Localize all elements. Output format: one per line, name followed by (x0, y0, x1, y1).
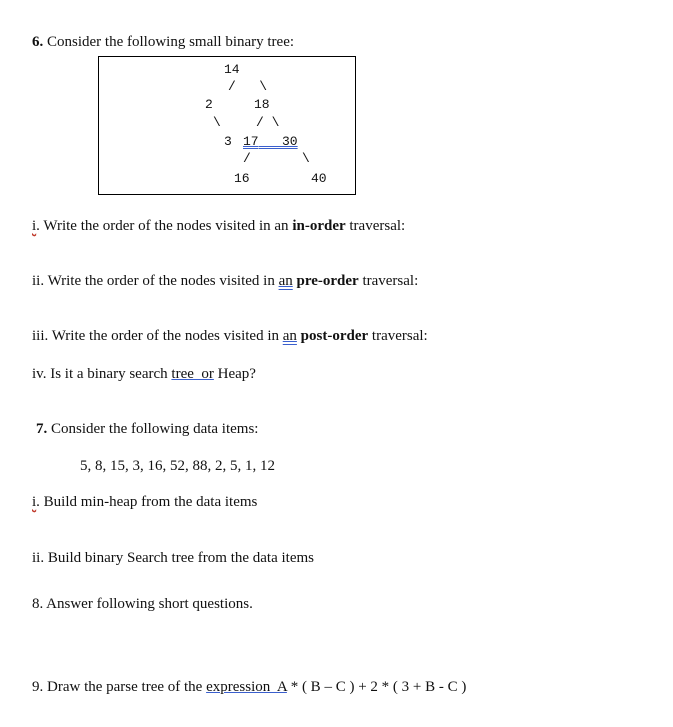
q6-iii-text-a: iii. Write the order of the nodes visited in (32, 328, 283, 344)
tree-edges-18: / \ (256, 115, 280, 130)
q9-line (32, 678, 466, 696)
q8-text: 8. Answer following short questions. (32, 596, 253, 612)
tree-node-16: 16 (234, 171, 250, 186)
q6-iii-an: an (282, 328, 297, 344)
q6-iii-text-b: traversal: (368, 328, 428, 344)
tree-edge-17-16: / (243, 151, 251, 166)
q9-text-a: 9. Draw the parse tree of the (32, 679, 207, 695)
q7-i-marker: i (32, 494, 37, 510)
q6-i-text-b: traversal: (345, 218, 406, 234)
q6-heading (32, 33, 294, 51)
q6-iv-tree: tree or (171, 366, 214, 382)
tree-node-18: 18 (254, 97, 270, 112)
q6-iii-bold: post-order (300, 328, 369, 344)
tree-node-40: 40 (311, 171, 327, 186)
q6-ii-bold: pre-order (296, 273, 359, 289)
q6-part-iii (32, 327, 428, 345)
q7-i-text: . Build min-heap from the data items (36, 494, 258, 510)
q7-heading (36, 420, 258, 438)
binary-tree-figure (98, 56, 356, 195)
q6-text: Consider the following small binary tree: (47, 34, 295, 50)
q6-part-iv (32, 365, 256, 383)
q7-text: Consider the following data items: (51, 421, 259, 437)
q6-part-ii (32, 272, 418, 290)
q7-data-items: 5, 8, 15, 3, 16, 52, 88, 2, 5, 1, 12 (80, 458, 275, 474)
q6-part-i (32, 217, 405, 235)
q6-ii-an: an (278, 273, 293, 289)
q6-ii-text-a: ii. Write the order of the nodes visited in (32, 273, 279, 289)
tree-node-14: 14 (224, 62, 240, 77)
q6-iv-text-b: Heap? (213, 366, 256, 382)
q6-ii-text-b: traversal: (358, 273, 419, 289)
q9-expr-word: expression A (206, 679, 287, 695)
tree-node-gap (259, 135, 282, 149)
tree-edge-30-40: \ (302, 151, 310, 166)
tree-node-3: 3 (224, 134, 232, 149)
tree-node-30: 30 (282, 134, 298, 149)
q7-part-ii: ii. Build binary Search tree from the data items (32, 550, 314, 566)
tree-edge-2-3: \ (213, 115, 221, 130)
q6-i-marker: i (32, 218, 37, 234)
q9-text-b: * ( B – C ) + 2 * ( 3 + B - C ) (286, 679, 467, 695)
tree-node-2: 2 (205, 97, 213, 112)
q6-iv-text-a: iv. Is it a binary search (32, 366, 172, 382)
q7-part-i (32, 493, 257, 511)
q6-number: 6. (32, 34, 44, 50)
tree-node-17: 17 (243, 134, 259, 149)
q7-number: 7. (36, 421, 48, 437)
q6-i-bold: in-order (292, 218, 346, 234)
tree-edges-root: / \ (228, 79, 268, 94)
q6-i-text-a: . Write the order of the nodes visited in an (36, 218, 293, 234)
